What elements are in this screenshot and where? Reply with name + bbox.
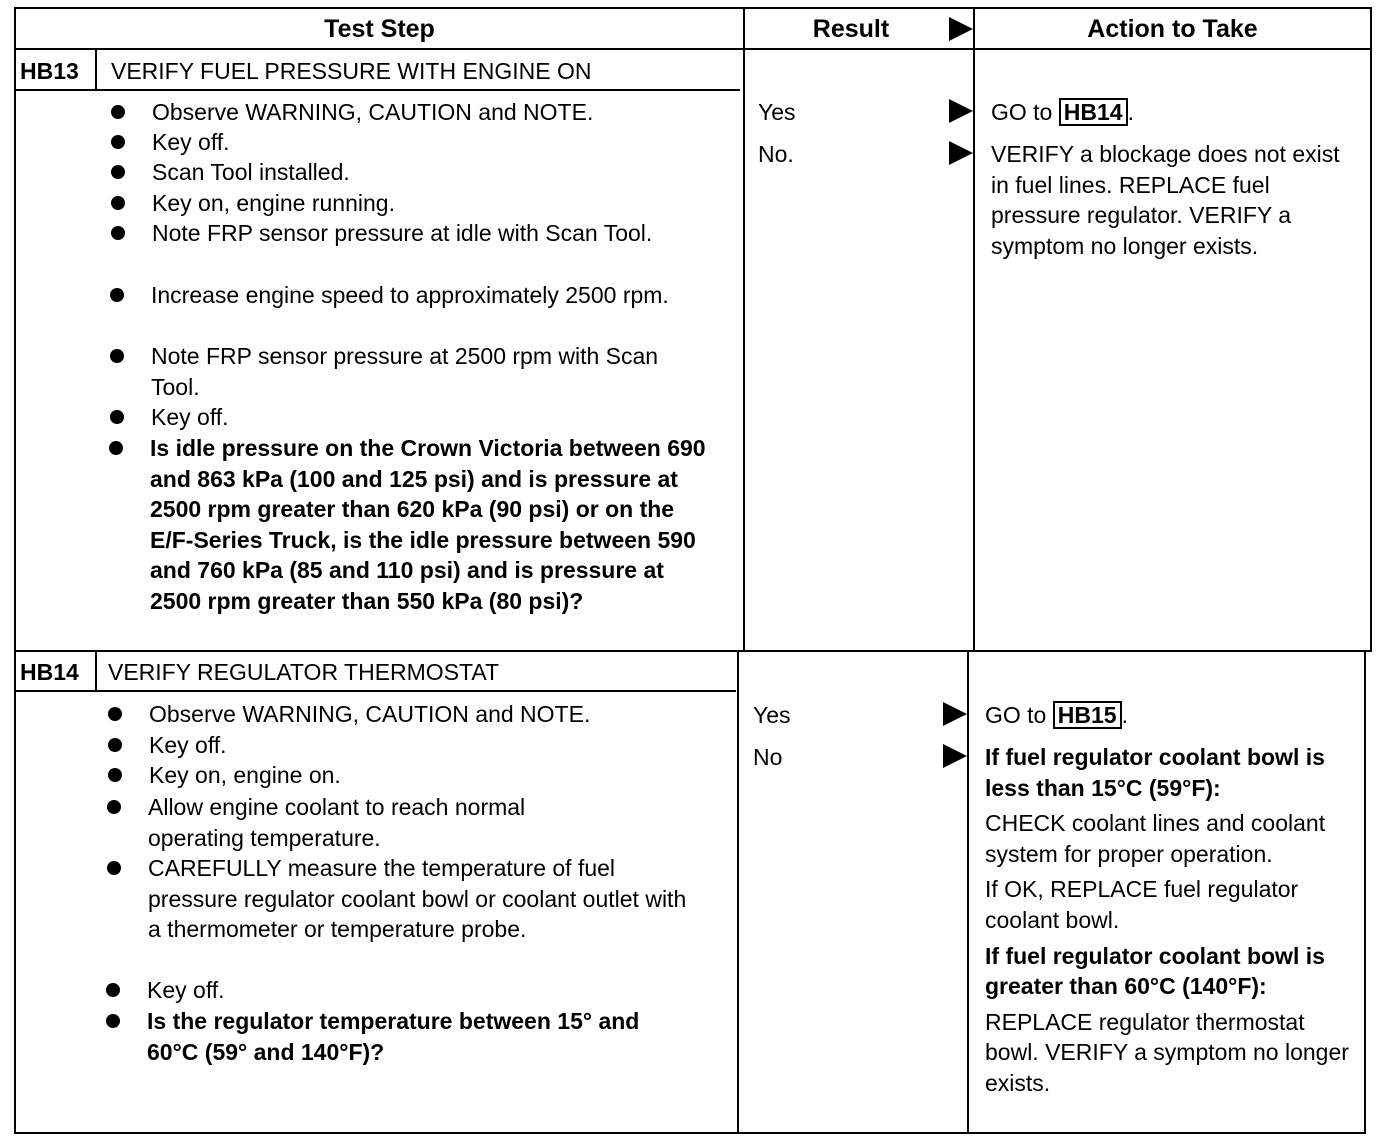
list-item: Observe WARNING, CAUTION and NOTE. <box>149 699 709 730</box>
list-item: Key on, engine running. <box>152 188 712 219</box>
bullet-icon <box>108 768 122 782</box>
hb14-code: HB14 <box>20 659 79 685</box>
header-test-step: Test Step <box>324 15 435 43</box>
bullet-icon <box>111 165 125 179</box>
no-instruction-replace-thermostat: REPLACE regulator thermostat bowl. VERIFY a symptom no longer exists. <box>985 1008 1349 1096</box>
bullet-icon <box>108 707 122 721</box>
action-column-left-border-lower <box>967 650 969 1134</box>
list-item: Scan Tool installed. <box>152 157 712 188</box>
hb14-action-yes: GO to HB15 . <box>985 702 1128 728</box>
list-item: Key off. <box>152 127 712 158</box>
bullet-icon <box>111 226 125 240</box>
result-column-left-border-lower <box>737 650 739 1134</box>
list-item: Observe WARNING, CAUTION and NOTE. <box>152 97 712 128</box>
list-item: Allow engine coolant to reach normal operating temperature. <box>148 792 618 853</box>
list-item: CAREFULLY measure the temperature of fuel pressure regulator coolant bowl or coolant outlet with a thermometer or temperature probe. <box>148 853 703 945</box>
bullet-icon <box>110 349 124 363</box>
no-condition-hot: If fuel regulator coolant bowl is greater than 60°C (140°F): <box>985 942 1325 1000</box>
list-item: Note FRP sensor pressure at idle with Scan Tool. <box>152 218 692 249</box>
bullet-icon <box>107 861 121 875</box>
no-instruction-replace-bowl: If OK, REPLACE fuel regulator coolant bowl. <box>985 876 1299 933</box>
hb14-title-underline <box>14 690 736 692</box>
table-left-border <box>14 7 16 1134</box>
hb14-yes-arrow-icon <box>943 702 967 726</box>
hb14-action-no <box>985 742 1360 1099</box>
header-action: Action to Take <box>1087 15 1258 43</box>
hb14-no-arrow-icon <box>943 744 967 768</box>
bullet-icon <box>111 196 125 210</box>
header-result: Result <box>812 15 890 43</box>
action-column-left-border <box>973 7 975 652</box>
hb13-code: HB13 <box>20 58 79 84</box>
bullet-icon <box>110 410 124 424</box>
hb13-yes-arrow-icon <box>949 99 973 123</box>
table-top-border <box>14 7 1372 9</box>
hb14-reference-link[interactable]: HB14 <box>1059 98 1128 126</box>
hb13-title: VERIFY FUEL PRESSURE WITH ENGINE ON <box>111 58 592 84</box>
hb15-reference-link[interactable]: HB15 <box>1053 701 1122 729</box>
list-item: Increase engine speed to approximately 2500 rpm. <box>151 280 716 311</box>
result-column-left-border <box>743 7 745 652</box>
bullet-icon <box>111 105 125 119</box>
bullet-icon <box>108 738 122 752</box>
list-item: Is the regulator temperature between 15° and 60°C (59° and 140°F)? <box>147 1006 692 1067</box>
list-item: Key off. <box>151 402 711 433</box>
bullet-icon <box>106 1014 120 1028</box>
hb13-action-yes: GO to HB14 . <box>991 99 1134 125</box>
bullet-icon <box>106 983 120 997</box>
hb13-row-bottom-border <box>14 650 1372 652</box>
hb14-result-no: No <box>753 744 783 770</box>
header-bottom-border <box>14 48 1372 50</box>
hb14-title: VERIFY REGULATOR THERMOSTAT <box>108 659 500 685</box>
hb13-no-arrow-icon <box>949 141 973 165</box>
list-item: Key off. <box>147 975 707 1006</box>
hb13-result-yes: Yes <box>758 99 796 125</box>
bullet-icon <box>109 441 123 455</box>
table-right-border <box>1370 7 1372 652</box>
list-item: Key on, engine on. <box>149 760 709 791</box>
list-item: Key off. <box>149 730 709 761</box>
table-right-border-lower <box>1364 650 1366 1134</box>
table-bottom-border <box>14 1132 1366 1134</box>
bullet-icon <box>111 135 125 149</box>
bullet-icon <box>107 800 121 814</box>
header-result-arrow-icon <box>949 17 973 41</box>
hb13-action-no: VERIFY a blockage does not exist in fuel lines. REPLACE fuel pressure regulator. VERIFY a symptom no longer exists. <box>991 141 1340 259</box>
list-item: Note FRP sensor pressure at 2500 rpm with Scan Tool. <box>151 341 691 402</box>
bullet-icon <box>110 288 124 302</box>
no-condition-cold: If fuel regulator coolant bowl is less than 15°C (59°F): <box>985 744 1325 801</box>
hb13-code-divider <box>95 49 97 90</box>
hb13-result-no: No. <box>758 141 794 167</box>
hb13-title-underline <box>14 89 740 91</box>
no-instruction-check: CHECK coolant lines and coolant system for proper operation. <box>985 810 1326 867</box>
list-item: Is idle pressure on the Crown Victoria between 690 and 863 kPa (100 and 125 psi) and is pressure at 2500 rpm greater than 620 kPa (90 psi) or on the E/F-Series Truck, is the idle pressure between 590 and 760 kPa (85 and 110 psi) and is pressure at 2500 rpm greater than 550 kPa (80 psi)? <box>150 433 715 617</box>
hb14-result-yes: Yes <box>753 702 791 728</box>
hb14-code-divider <box>95 651 97 691</box>
